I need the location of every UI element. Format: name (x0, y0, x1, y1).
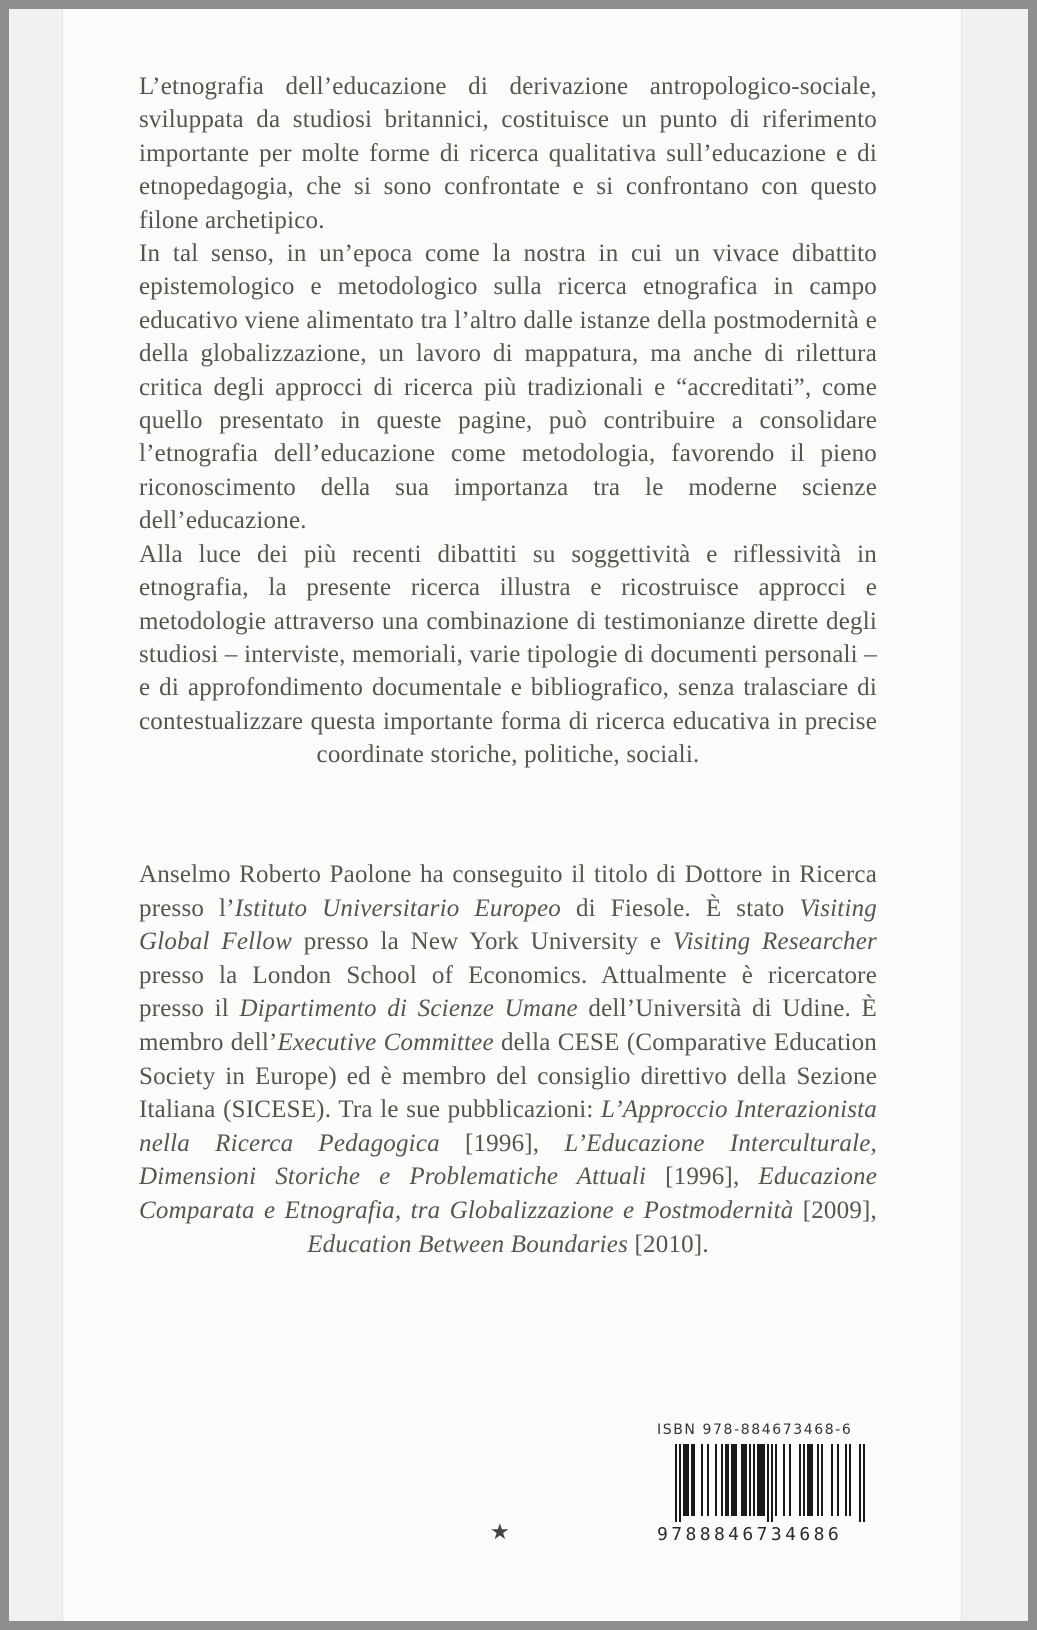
barcode-bar (767, 1444, 769, 1522)
blurb (139, 70, 877, 772)
barcode-bar (759, 1444, 761, 1516)
barcode-bar (733, 1444, 735, 1516)
barcode-bar (821, 1444, 823, 1516)
bio-text: presso la London School of Economics. Attualmente è ricercatore presso il (139, 961, 877, 1023)
barcode-bar (707, 1444, 709, 1516)
barcode-bar (675, 1444, 677, 1522)
publisher-star-icon: ★ (490, 1520, 510, 1545)
barcode-bar (735, 1444, 737, 1516)
bio-text: [1996], (439, 1129, 565, 1157)
bio-text: presso la New York University e (291, 928, 673, 956)
barcode-bar (683, 1444, 685, 1516)
bio-text: della CESE (Comparative Education Society in Europe) ed è membro del consiglio direttivo della Sezione Italiana (SICESE). Tra le sue pubblicazioni: (139, 1028, 878, 1124)
ean-digits: 9788846734686 (657, 1524, 843, 1545)
author-bio (139, 858, 877, 1261)
barcode-bar (859, 1444, 861, 1522)
bio-text: [2009], (793, 1196, 877, 1224)
barcode-bar (693, 1444, 695, 1516)
bio-text: Anselmo Roberto Paolone ha conseguito il titolo di Dottore in Ricerca presso l’ (139, 861, 877, 922)
publication-title: Education Between Boundaries (307, 1230, 629, 1258)
barcode-bar (745, 1444, 747, 1516)
barcode-bar (731, 1444, 733, 1516)
isbn-label: ISBN 978-884673468-6 (657, 1422, 853, 1438)
barcode-bar (783, 1444, 785, 1516)
barcode-bar (741, 1444, 743, 1516)
barcode-bar (727, 1444, 729, 1516)
barcode-bar (799, 1444, 801, 1516)
blurb-paragraph: Alla luce dei più recenti dibattiti su soggettività e riflessività in etnografia, la presente ricerca illustra e ricostruisce approcci e metodologie attraverso una combinazione di testimonianze dirette degli studiosi – interviste, memoriali, varie tipologie di documenti personali – e di approfondimento documentale e bibliografico, senza tralasciare di contestualizzare questa importante forma di ricerca educativa in precise coordinate storiche, politiche, sociali. (139, 540, 877, 769)
barcode-bar (789, 1444, 791, 1516)
bio-text: di Fiesole. È stato (561, 894, 800, 922)
barcode-bar (679, 1444, 681, 1522)
barcode-bar (775, 1444, 777, 1516)
barcode-bar (811, 1444, 813, 1516)
bio-researcher-role: Visiting Researcher (672, 928, 877, 956)
bio-institution: Istituto Universitario Europeo (234, 894, 561, 922)
bio-text: [2010]. (628, 1230, 709, 1258)
publication-title: Educazione Comparata e Etnografia, tra Globalizzazione e Postmodernità (139, 1163, 878, 1224)
barcode-bar (687, 1444, 689, 1516)
publication-title: L’Educazione Interculturale, Dimensioni Storiche e Problematiche Attuali (139, 1129, 878, 1191)
barcode-bar (849, 1444, 851, 1516)
blurb-paragraph: In tal senso, in un’epoca come la nostra in cui un vivace dibattito epistemologico e metodologico sulla ricerca etnografica in campo educativo viene alimentato tra l’altro dalle istanze della postmodernità e della globalizzazione, un lavoro di mappatura, ma anche di rilettura critica degli approcci di ricerca più tradizionali e “accreditati”, come quello presentato in queste pagine, può contribuire a consolidare l’etnografia dell’educazione come metodologia, favorendo il pieno riconoscimento della sua importanza tra le moderne scienze dell’educazione. (139, 240, 877, 535)
barcode-bar (837, 1444, 839, 1516)
barcode-bar (701, 1444, 703, 1516)
isbn-block (657, 1422, 875, 1545)
barcode-bar (725, 1444, 727, 1516)
blurb-paragraph: L’etnografia dell’educazione di derivazione antropologico-sociale, sviluppata da studiosi britannici, costituisce un punto di riferimento importante per molte forme di ricerca qualitativa sull’educazione e di etnopedagogia, che si sono confrontate e si confrontano con questo filone archetipico. (139, 73, 877, 234)
barcode-bar (749, 1444, 751, 1516)
barcode-bar (685, 1444, 687, 1516)
barcode-bar (803, 1444, 805, 1516)
barcode (657, 1444, 875, 1545)
barcode-bar (757, 1444, 759, 1516)
publication-title: L’Approccio Interazionista nella Ricerca Pedagogica (139, 1096, 877, 1157)
barcode-bar (845, 1444, 847, 1516)
barcode-bar (831, 1444, 833, 1516)
barcode-bar (807, 1444, 809, 1516)
barcode-bar (863, 1444, 865, 1522)
barcode-bar (715, 1444, 717, 1516)
bio-text: dell’Università di Udine. È membro dell’ (139, 995, 877, 1056)
barcode-bar (743, 1444, 745, 1516)
bio-text: [1996], (646, 1163, 759, 1191)
barcode-bar (721, 1444, 723, 1516)
barcode-bars (657, 1444, 875, 1522)
bio-fellowship: Visiting Global Fellow (139, 894, 877, 956)
barcode-bar (771, 1444, 773, 1522)
barcode-bar (817, 1444, 819, 1516)
bio-department: Dipartimento di Scienze Umane (239, 995, 578, 1023)
barcode-bar (809, 1444, 811, 1516)
barcode-bar (763, 1444, 765, 1516)
bio-committee: Executive Committee (277, 1028, 494, 1056)
barcode-bar (761, 1444, 763, 1516)
barcode-bar (753, 1444, 755, 1516)
barcode-bar (691, 1444, 693, 1516)
